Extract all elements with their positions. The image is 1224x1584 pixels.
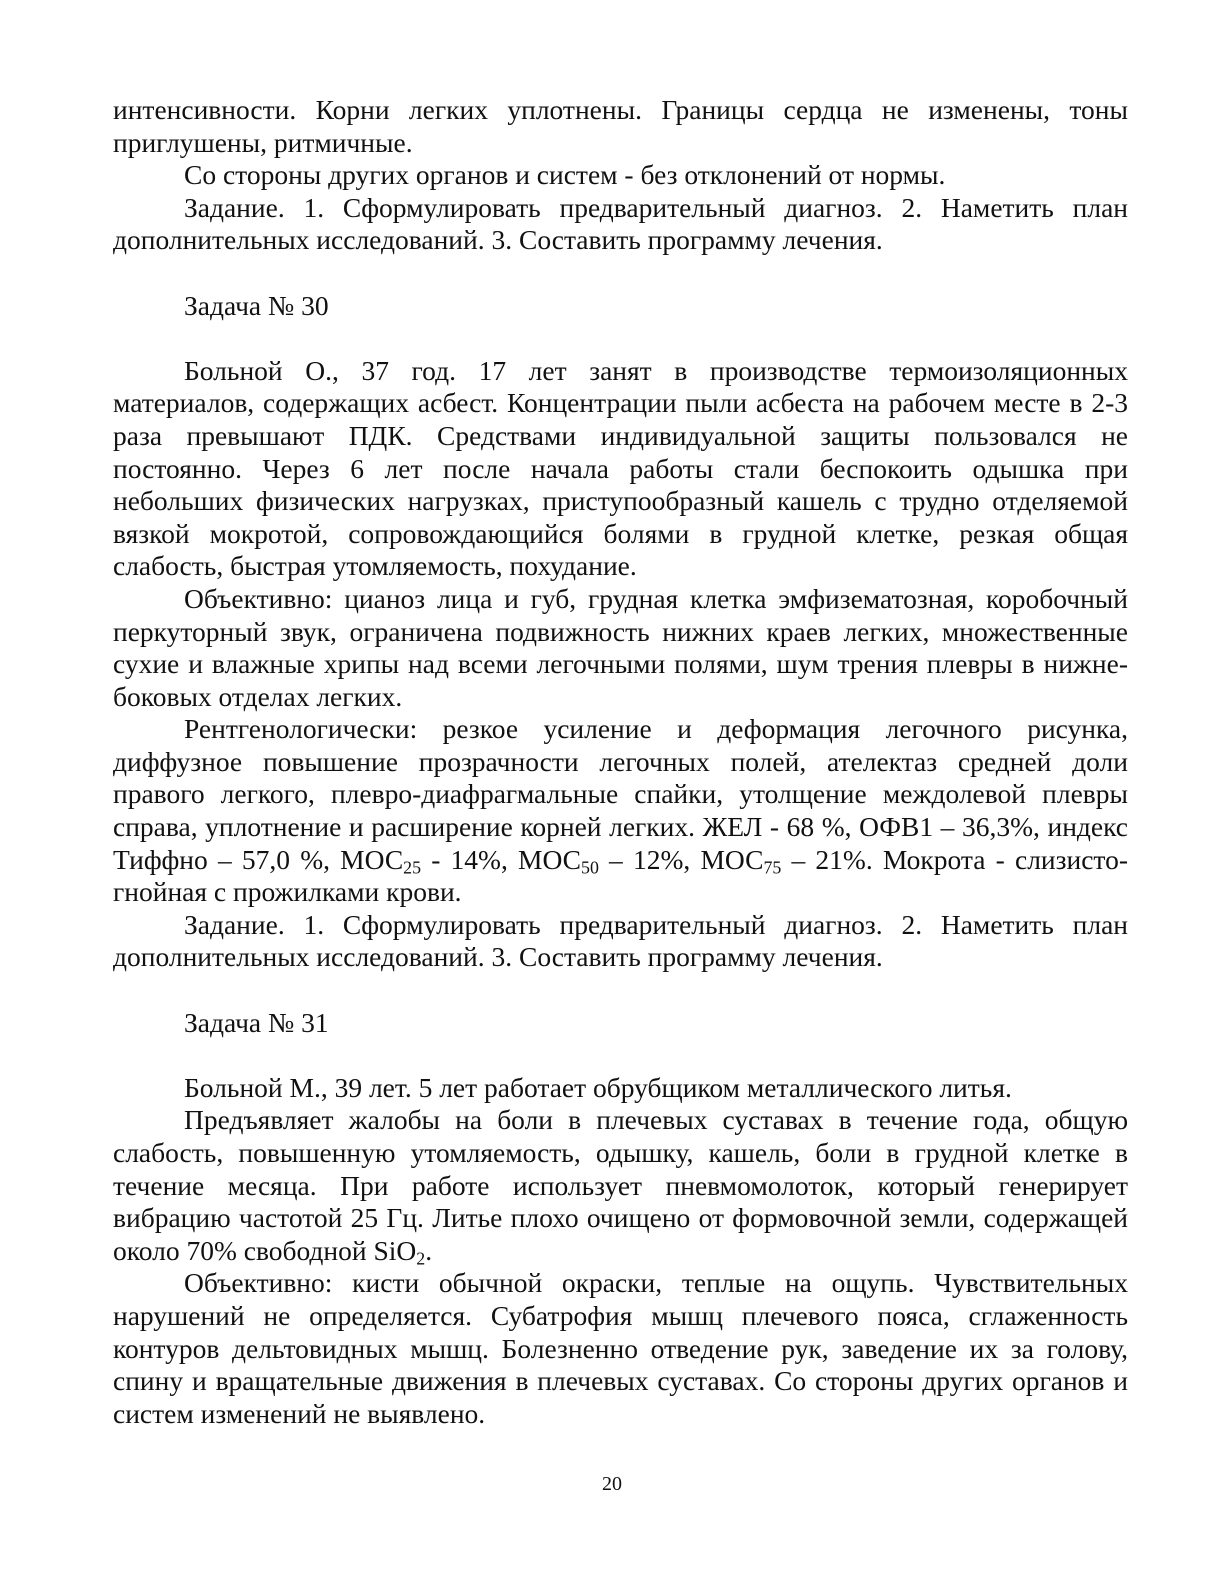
problem-31-complaints-text-a: Предъявляет жалобы на боли в плечевых суставах в течение года, общую слабость, повышенную утомляемость, одышку, кашель, боли в грудной клетке в течение месяца. При работе использует пневмомолоток, который генерирует вибрацию частотой 25 Гц. Литье плохо очищено от формовочной земли, содержащей около 70% свободной SiO: [113, 1104, 1128, 1266]
problem-30-objective-paragraph: Объективно: цианоз лица и губ, грудная клетка эмфизематозная, коробочный перкуторный звук, ограничена подвижность нижних краев легких, множественные сухие и влажные хрипы над всеми легочными полями, шум трения плевры в нижне-боковых отделах легких.: [113, 582, 1128, 712]
problem-31-objective-paragraph: Объективно: кисти обычной окраски, теплые на ощупь. Чувствительных нарушений не определяется. Субатрофия мышц плечевого пояса, сглаженность контуров дельтовидных мышц. Болезненно отведение рук, заведение их за голову, спину и вращательные движения в плечевых суставах. Со стороны других органов и систем изменений не выявлено.: [113, 1267, 1128, 1429]
spacer: [113, 974, 1128, 1007]
problem-30-xray-paragraph: [113, 713, 1128, 909]
spacer: [113, 257, 1128, 290]
problem-30-task-paragraph: Задание. 1. Сформулировать предварительный диагноз. 2. Наметить план дополнительных исследований. 3. Составить программу лечения.: [113, 908, 1128, 973]
problem-30-xray-text-c: – 12%, МОС: [598, 843, 764, 875]
subscript-2: 2: [416, 1248, 426, 1269]
problem-31-title: Задача № 31: [184, 1006, 329, 1038]
problem-31-complaints-text-b: .: [425, 1234, 433, 1266]
problem-30-history-paragraph: Больной О., 37 год. 17 лет занят в производстве термоизоляционных материалов, содержащих асбест. Концентрации пыли асбеста на рабочем месте в 2-3 раза превышают ПДК. Средствами индивидуальной защиты пользовался не постоянно. Через 6 лет после начала работы стали беспокоить одышка при небольших физических нагрузках, приступообразный кашель с трудно отделяемой вязкой мокротой, сопровождающийся болями в грудной клетке, резкая общая слабость, быстрая утомляемость, похудание.: [113, 354, 1128, 582]
spacer: [113, 1039, 1128, 1072]
subscript-25: 25: [403, 857, 422, 878]
page-number: 20: [602, 1473, 622, 1495]
previous-task-paragraph: Задание. 1. Сформулировать предварительный диагноз. 2. Наметить план дополнительных исследований. 3. Составить программу лечения.: [113, 191, 1128, 256]
subscript-50: 50: [581, 857, 599, 878]
document-page: [113, 94, 1128, 1430]
problem-30-xray-text-d: – 21%. Мокрота - слизисто-гнойная с прожилками крови.: [113, 843, 1128, 908]
problem-30-title: Задача № 30: [184, 289, 329, 321]
continuation-paragraph: интенсивности. Корни легких уплотнены. Границы сердца не изменены, тоны приглушены, ритмичные.: [113, 94, 1128, 158]
spacer: [113, 322, 1128, 355]
subscript-75: 75: [763, 857, 782, 878]
other-systems-paragraph: Со стороны других органов и систем - без отклонений от нормы.: [184, 159, 946, 191]
problem-31-complaints-paragraph: [113, 1104, 1128, 1267]
problem-31-intro-paragraph: Больной М., 39 лет. 5 лет работает обрубщиком металлического литья.: [184, 1071, 1012, 1103]
problem-30-xray-text-a: Рентгенологически: резкое усиление и деформация легочного рисунка, диффузное повышение прозрачности легочных полей, ателектаз средней доли правого легкого, плевро-диафрагмальные спайки, утолщение междолевой плевры справа, уплотнение и расширение корней легких. ЖЕЛ - 68 %, ОФВ1 – 36,3%, индекс Тиффно – 57,0 %, МОС: [113, 713, 1128, 875]
problem-30-xray-text-b: - 14%, МОС: [421, 843, 582, 875]
